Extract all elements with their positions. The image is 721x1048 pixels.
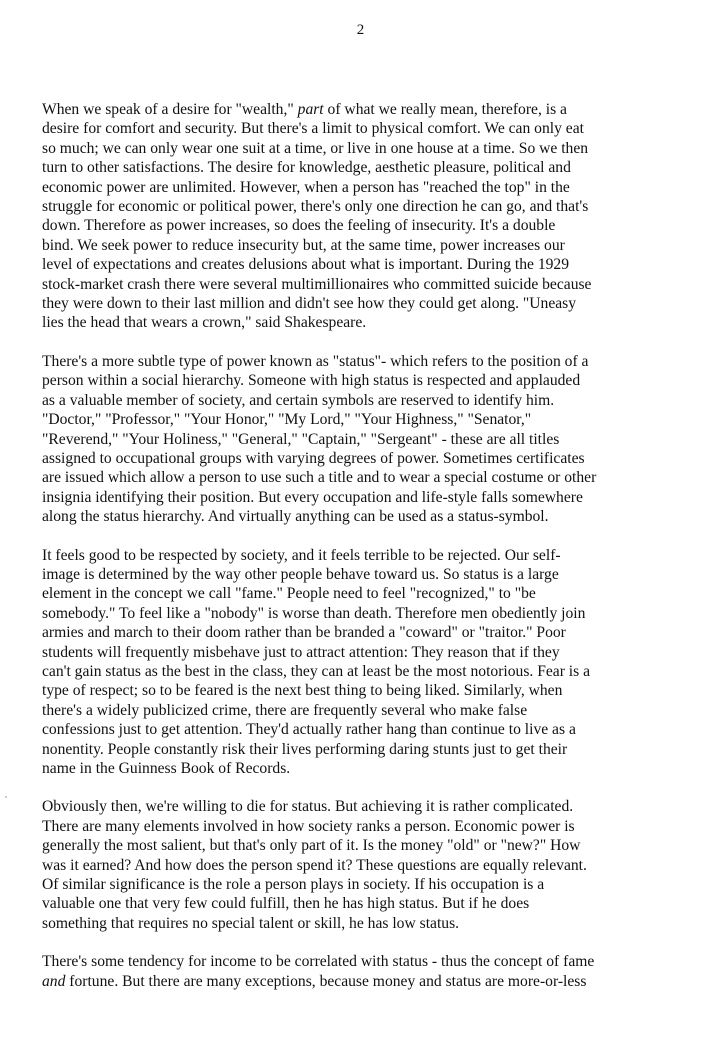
text-run: Obviously then, we're willing to die for status. But achieving it is rather complicated. (42, 798, 574, 816)
text-line (42, 972, 702, 991)
text-line (42, 119, 702, 138)
text-run: lies the head that wears a crown," said Shakespeare. (42, 314, 367, 332)
text-line (42, 507, 702, 526)
text-run: was it earned? And how does the person spend it? These questions are equally relevant. (42, 856, 587, 874)
text-line (42, 275, 702, 294)
paragraph (42, 797, 702, 933)
text-line (42, 468, 702, 487)
text-line (42, 391, 702, 410)
text-run: turn to other satisfactions. The desire for knowledge, aesthetic pleasure, political and (42, 159, 571, 177)
text-line (42, 313, 702, 332)
text-line (42, 430, 702, 449)
paragraph (42, 352, 702, 527)
text-run: There's a more subtle type of power known as "status"- which refers to the position of a (42, 352, 589, 370)
text-run: There are many elements involved in how society ranks a person. Economic power is (42, 817, 575, 835)
text-line (42, 178, 702, 197)
text-line (42, 294, 702, 313)
paragraph (42, 100, 702, 333)
text-run: "Reverend," "Your Holiness," "General," "Captain," "Sergeant" - these are all titles (42, 430, 560, 448)
text-run: down. Therefore as power increases, so does the feeling of insecurity. It's a double (42, 217, 556, 235)
text-run: economic power are unlimited. However, when a person has "reached the top" in the (42, 178, 570, 196)
text-line (42, 623, 702, 642)
text-line (42, 546, 702, 565)
italic-text: and (42, 972, 66, 990)
text-line (42, 701, 702, 720)
text-line (42, 371, 702, 390)
text-run: can't gain status as the best in the class, they can at least be the most notorious. Fear is a (42, 662, 591, 680)
text-run: "Doctor," "Professor," "Your Honor," "My Lord," "Your Highness," "Senator," (42, 411, 532, 429)
italic-text: part (297, 101, 324, 118)
text-run: as a valuable member of society, and certain symbols are reserved to identify him. (42, 391, 555, 409)
text-run: person within a social hierarchy. Someone with high status is respected and applauded (42, 372, 581, 390)
text-run: Of similar significance is the role a person plays in society. If his occupation is a (42, 876, 545, 894)
text-run: element in the concept we call "fame." People need to feel "recognized," to "be (42, 585, 536, 603)
text-run: It feels good to be respected by society, and it feels terrible to be rejected. Our self- (42, 546, 561, 564)
text-line (42, 236, 702, 255)
text-run: When we speak of a desire for "wealth," (42, 101, 298, 118)
text-line (42, 875, 702, 894)
text-run: so much; we can only wear one suit at a time, or live in one house at a time. So we then (42, 139, 589, 157)
text-line (42, 914, 702, 933)
text-line (42, 720, 702, 739)
text-line (42, 216, 702, 235)
text-run: something that requires no special talent or skill, he has low status. (42, 914, 460, 932)
text-run: image is determined by the way other people behave toward us. So status is a large (42, 565, 559, 583)
text-run: nonentity. People constantly risk their lives performing daring stunts just to get their (42, 740, 568, 758)
text-run: along the status hierarchy. And virtually anything can be used as a status-symbol. (42, 508, 549, 526)
paragraph (42, 546, 702, 779)
scan-speck (5, 796, 7, 798)
text-run: fortune. But there are many exceptions, because money and status are more-or-less (65, 972, 587, 990)
text-run: level of expectations and creates delusions about what is important. During the 1929 (42, 256, 570, 274)
text-run: generally the most salient, but that's only part of it. Is the money "old" or "new?" How (42, 837, 581, 855)
text-run: type of respect; so to be feared is the next best thing to being liked. Similarly, when (42, 682, 563, 700)
text-run: valuable one that very few could fulfill, then he has high status. But if he does (42, 895, 530, 913)
text-run: of what we really mean, therefore, is a (323, 101, 567, 118)
text-line (42, 449, 702, 468)
text-line (42, 139, 702, 158)
text-run: stock-market crash there were several multimillionaires who committed suicide because (42, 275, 592, 293)
text-run: students will frequently misbehave just to attract attention: They reason that if they (42, 643, 560, 661)
text-line (42, 197, 702, 216)
text-line (42, 894, 702, 913)
text-line (42, 565, 702, 584)
paragraph (42, 952, 702, 991)
text-run: there's a widely publicized crime, there are frequently several who make false (42, 701, 528, 719)
text-run: bind. We seek power to reduce insecurity but, at the same time, power increases our (42, 236, 565, 254)
text-line (42, 759, 702, 778)
text-run: insignia identifying their position. But every occupation and life-style falls somewhere (42, 488, 583, 506)
text-line (42, 836, 702, 855)
text-run: are issued which allow a person to use such a title and to wear a special costume or other (42, 469, 597, 487)
page-number: 2 (356, 22, 365, 38)
text-line (42, 584, 702, 603)
text-line (42, 100, 702, 119)
text-run: armies and march to their doom rather than be branded a "coward" or "traitor." Poor (42, 624, 566, 642)
text-line (42, 643, 702, 662)
text-line (42, 255, 702, 274)
text-run: they were down to their last million and didn't see how they could get along. "Uneasy (42, 295, 577, 313)
text-line (42, 681, 702, 700)
text-line (42, 952, 702, 971)
text-run: There's some tendency for income to be correlated with status - thus the concept of fame (42, 953, 595, 971)
text-line (42, 352, 702, 371)
text-line (42, 488, 702, 507)
text-run: struggle for economic or political power, there's only one direction he can go, and that's (42, 198, 589, 216)
text-run: assigned to occupational groups with varying degrees of power. Sometimes certificates (42, 449, 585, 467)
text-run: name in the Guinness Book of Records. (42, 760, 291, 777)
text-line (42, 797, 702, 816)
text-line (42, 662, 702, 681)
text-line (42, 604, 702, 623)
text-line (42, 158, 702, 177)
body-text (42, 100, 702, 1010)
text-line (42, 856, 702, 875)
text-line (42, 817, 702, 836)
text-run: desire for comfort and security. But there's a limit to physical comfort. We can only eat (42, 120, 584, 138)
text-run: somebody." To feel like a "nobody" is worse than death. Therefore men obediently join (42, 604, 586, 622)
text-line (42, 740, 702, 759)
text-line (42, 410, 702, 429)
text-run: confessions just to get attention. They'd actually rather hang than continue to live as a (42, 721, 576, 739)
